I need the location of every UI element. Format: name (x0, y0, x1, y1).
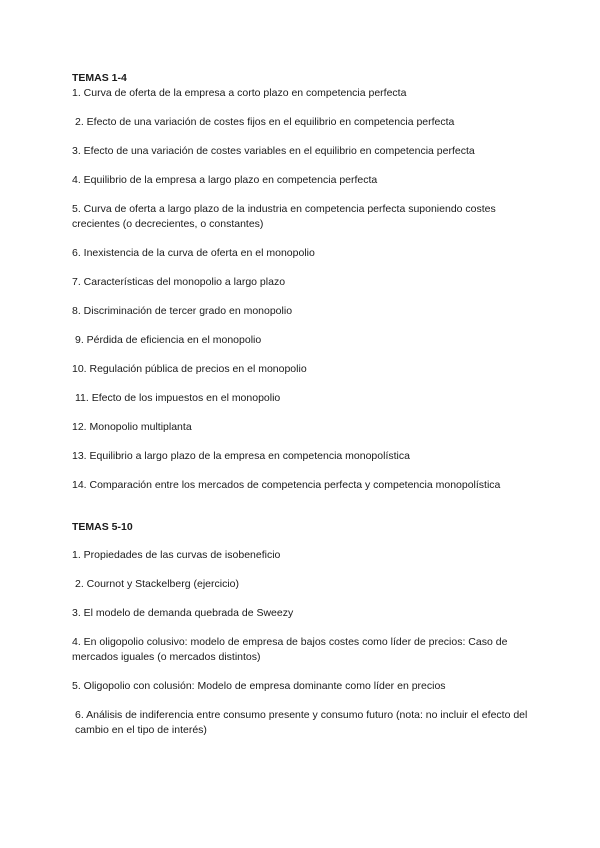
list-item: 13. Equilibrio a largo plazo de la empresa en competencia monopolística (72, 450, 410, 462)
list-item: 4. En oligopolio colusivo: modelo de empresa de bajos costes como líder de precios: Caso de mercados iguales (o mercados distintos) (72, 636, 508, 663)
list-item: 2. Cournot y Stackelberg (ejercicio) (75, 578, 239, 590)
document-page (72, 71, 532, 738)
list-item: 5. Curva de oferta a largo plazo de la industria en competencia perfecta suponiendo costes crecientes (o decrecientes, o constantes) (72, 203, 496, 230)
section-temas-5-10 (72, 520, 532, 738)
list-item: 5. Oligopolio con colusión: Modelo de empresa dominante como líder en precios (72, 680, 446, 692)
list-item: 3. Efecto de una variación de costes variables en el equilibrio en competencia perfecta (72, 145, 475, 157)
list-item: 4. Equilibrio de la empresa a largo plazo en competencia perfecta (72, 174, 378, 186)
list-item: 9. Pérdida de eficiencia en el monopolio (75, 334, 262, 346)
list-item: 2. Efecto de una variación de costes fijos en el equilibrio en competencia perfecta (75, 116, 455, 128)
list-item: 1. Curva de oferta de la empresa a corto plazo en competencia perfecta (72, 87, 407, 99)
list-item: 11. Efecto de los impuestos en el monopolio (75, 392, 281, 404)
section-temas-1-4 (72, 71, 532, 493)
list-item: 1. Propiedades de las curvas de isobeneficio (72, 549, 281, 561)
list-item: 7. Características del monopolio a largo plazo (72, 276, 286, 288)
section-heading: TEMAS 5-10 (72, 521, 133, 533)
list-item: 10. Regulación pública de precios en el monopolio (72, 363, 307, 375)
list-item: 8. Discriminación de tercer grado en monopolio (72, 305, 293, 317)
list-item: 12. Monopolio multiplanta (72, 421, 192, 433)
list-item: 3. El modelo de demanda quebrada de Sweezy (72, 607, 294, 619)
section-heading: TEMAS 1-4 (72, 72, 127, 84)
list-item: 14. Comparación entre los mercados de competencia perfecta y competencia monopolística (72, 479, 501, 491)
list-item: 6. Análisis de indiferencia entre consumo presente y consumo futuro (nota: no incluir el efecto del cambio en el tipo de interés) (75, 709, 528, 736)
list-item: 6. Inexistencia de la curva de oferta en el monopolio (72, 247, 315, 259)
